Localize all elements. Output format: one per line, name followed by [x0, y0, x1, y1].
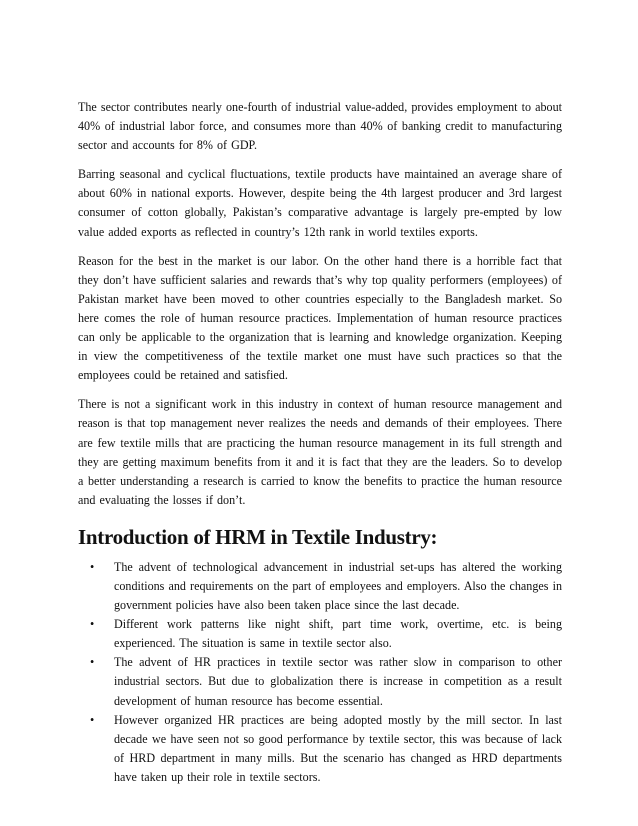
list-item	[78, 558, 562, 615]
list-item-text: The advent of technological advancement in industrial set-ups has altered the working conditions and requirements on the part of employees and employers. Also the changes in government policies have also been taken place since the last decade.	[114, 559, 562, 613]
paragraph-textile-exports: Barring seasonal and cyclical fluctuations, textile products have maintained an average share of about 60% in national exports. However, despite being the 4th largest producer and 3rd largest consumer of cotton globally, Pakistan’s comparative advantage is largely pre-empted by low value added exports as reflected in country’s 12th rank in world textiles exports.	[78, 167, 562, 239]
list-item	[78, 653, 562, 710]
paragraph-hrm-work: There is not a significant work in this industry in context of human resource management and reason is that top management never realizes the needs and demands of their employees. There are few textile mills that are practicing the human resource management in its full strength and they are getting maximum benefits from it and it is fact that they are the leaders. So to develop a better understanding a research is carried to know the benefits to practice the human resource and evaluating the losses if don’t.	[78, 397, 562, 507]
paragraph-sector-contribution: The sector contributes nearly one-fourth of industrial value-added, provides employment to about 40% of industrial labor force, and consumes more than 40% of banking credit to manufacturing sector and accounts for 8% of GDP.	[78, 100, 562, 153]
bullet-icon: •	[90, 655, 95, 670]
bullet-icon: •	[90, 712, 95, 727]
section-heading: Introduction of HRM in Textile Industry:	[78, 524, 438, 549]
bullet-list	[78, 558, 562, 787]
list-item	[78, 711, 562, 787]
list-item	[78, 615, 562, 653]
list-item-text: However organized HR practices are being adopted mostly by the mill sector. In last decade we have seen not so good performance by textile sector, this was because of lack of HRD department in many mills. But the scenario has changed as HRD departments have taken up their role in textile sectors.	[114, 712, 562, 784]
list-item-text: The advent of HR practices in textile sector was rather slow in comparison to other industrial sectors. But due to globalization there is increase in competition as a result development of human resource has become essential.	[114, 655, 562, 708]
paragraph-labor-reason: Reason for the best in the market is our labor. On the other hand there is a horrible fact that they don’t have sufficient salaries and rewards that’s why top quality performers (employees) of Pakistan market have been moved to other countries especially to the Bangladesh market. So here comes the role of human resource practices. Implementation of human resource practices can only be applicable to the organization that is learning and knowledge organization. Keeping in view the competitiveness of the textile market one must have such practices so that the employees could be retained and satisfied.	[78, 253, 562, 383]
bullet-icon: •	[90, 617, 95, 632]
bullet-icon: •	[90, 559, 95, 574]
list-item-text: Different work patterns like night shift, part time work, overtime, etc. is being experienced. The situation is same in textile sector also.	[114, 617, 562, 651]
document-page	[78, 98, 562, 787]
